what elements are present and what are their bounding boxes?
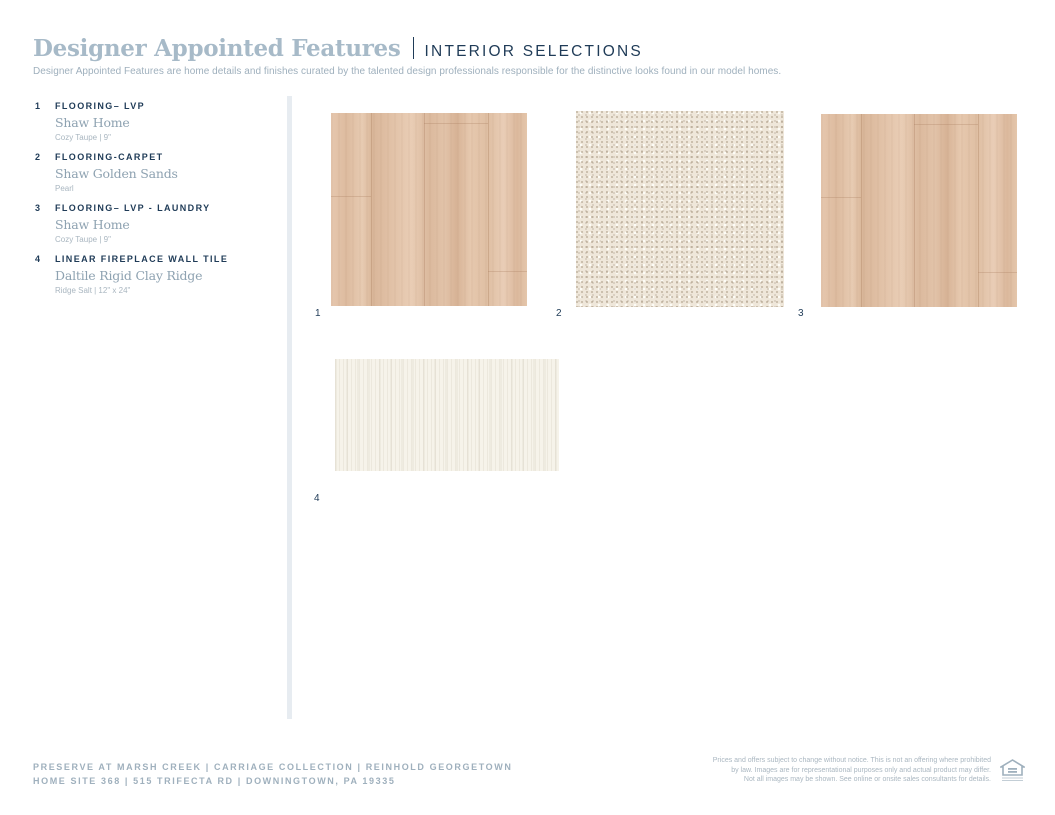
selection-item: [35, 101, 280, 152]
swatch-image-lvp-laundry: [821, 114, 1017, 307]
plank-seam: [821, 197, 861, 198]
selection-detail: Pearl: [55, 184, 74, 193]
swatch-label: 1: [315, 308, 321, 319]
selection-item: [35, 203, 280, 254]
selection-category: FLOORING-CARPET: [55, 152, 164, 162]
selection-detail: Cozy Taupe | 9": [55, 133, 111, 142]
swatch-label: 4: [314, 493, 320, 504]
plank-seam: [424, 113, 425, 306]
selection-category: FLOORING– LVP - LAUNDRY: [55, 203, 211, 213]
footer-homesite: HOME SITE 368 | 515 TRIFECTA RD | DOWNINGTOWN, PA 19335: [33, 776, 396, 786]
title-row: [33, 34, 1023, 62]
equal-housing-opportunity-icon: [1000, 759, 1025, 783]
disclaimer-line: Not all images may be shown. See online or onsite sales consultants for details.: [743, 776, 991, 783]
selection-number: 1: [35, 101, 41, 111]
selection-name: Shaw Golden Sands: [55, 166, 178, 181]
page-title: Designer Appointed Features: [33, 35, 401, 62]
selection-name: Shaw Home: [55, 115, 130, 130]
page-header: [33, 34, 1023, 77]
swatch-label: 2: [556, 308, 562, 319]
selection-category: LINEAR FIREPLACE WALL TILE: [55, 254, 229, 264]
title-separator: [413, 37, 414, 59]
plank-seam: [424, 123, 488, 124]
plank-seam: [488, 113, 489, 306]
footer-address: [33, 760, 512, 788]
selection-detail: Cozy Taupe | 9": [55, 235, 111, 244]
selection-category: FLOORING– LVP: [55, 101, 146, 111]
swatch-image-lvp-flooring: [331, 113, 527, 306]
selections-list: [35, 101, 280, 305]
selection-item: [35, 254, 280, 305]
selection-item: [35, 152, 280, 203]
swatch-label: 3: [798, 308, 804, 319]
section-title: INTERIOR SELECTIONS: [424, 43, 643, 60]
page-subtitle: Designer Appointed Features are home details and finishes curated by the talented design professionals responsible for the distinctive looks found in our model homes.: [33, 66, 782, 77]
plank-seam: [488, 271, 527, 272]
vertical-divider: [287, 96, 292, 719]
plank-seam: [861, 114, 862, 307]
plank-seam: [371, 113, 372, 306]
plank-seam: [914, 124, 978, 125]
selection-number: 4: [35, 254, 41, 264]
swatch-image-wall-tile: [335, 359, 559, 471]
disclaimer-line: Prices and offers subject to change without notice. This is not an offering where prohibited: [712, 757, 991, 764]
footer-community: PRESERVE AT MARSH CREEK | CARRIAGE COLLECTION | REINHOLD GEORGETOWN: [33, 762, 513, 772]
footer-disclaimer: [651, 756, 991, 785]
disclaimer-line: by law. Images are for representational purposes only and actual product may differ.: [731, 766, 991, 774]
selection-number: 2: [35, 152, 41, 162]
selection-name: Daltile Rigid Clay Ridge: [55, 268, 203, 283]
selection-name: Shaw Home: [55, 217, 130, 232]
plank-seam: [914, 114, 915, 307]
plank-seam: [978, 272, 1017, 273]
swatch-image-carpet: [576, 111, 784, 307]
selection-number: 3: [35, 203, 41, 213]
plank-seam: [331, 196, 371, 197]
selection-detail: Ridge Salt | 12" x 24": [55, 286, 131, 295]
plank-seam: [978, 114, 979, 307]
